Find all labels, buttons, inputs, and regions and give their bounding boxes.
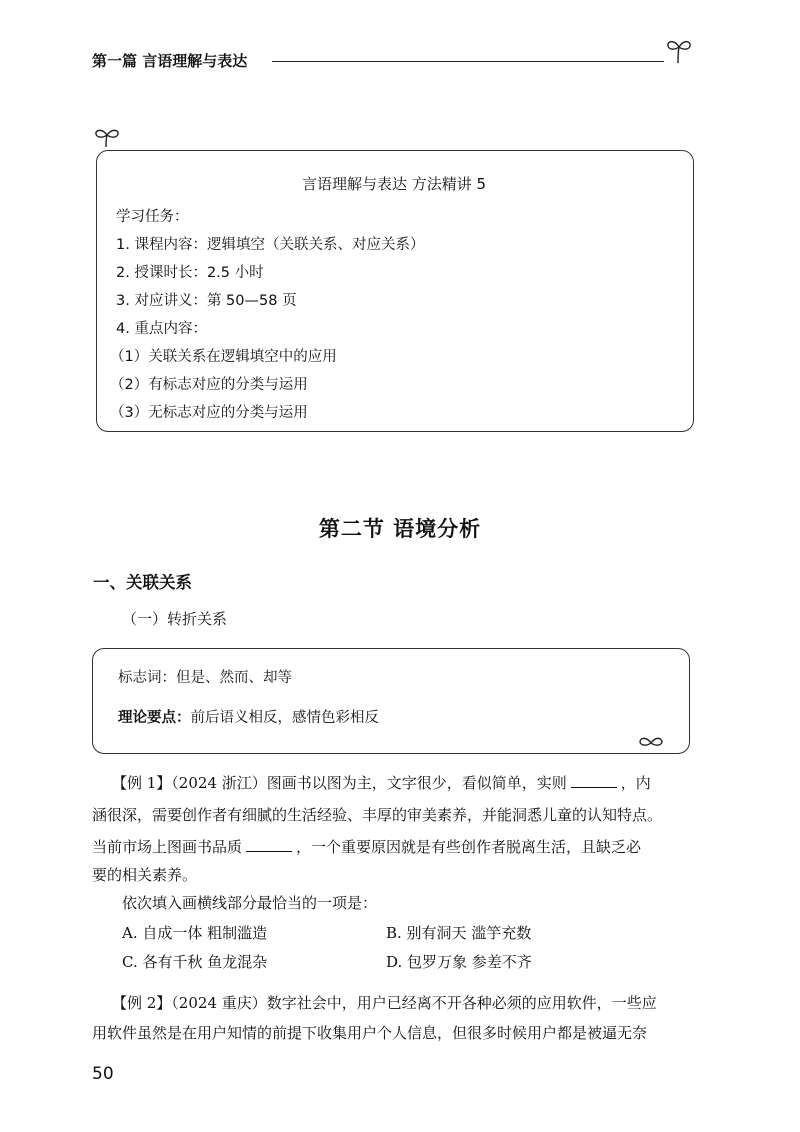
sprout-icon	[92, 124, 122, 148]
fill-blank[interactable]	[246, 837, 292, 852]
leaf-icon	[638, 734, 664, 750]
theory-point	[118, 706, 379, 727]
question-prompt: 依次填入画横线部分最恰当的一项是：	[122, 894, 378, 912]
theory-text: 前后语义相反，感情色彩相反	[190, 710, 379, 726]
example-1-line: 【例 1】（2024 浙江）图画书以图为主，文字很少，看似简单，实则 ，内	[112, 774, 651, 792]
option-d[interactable]: D. 包罗万象 参差不齐	[386, 953, 532, 971]
option-c[interactable]: C. 各有千秋 鱼龙混杂	[122, 953, 268, 971]
example-1-line: 要的相关素养。	[92, 866, 198, 884]
example-2-line: 用软件虽然是在用户知情的前提下收集用户个人信息，但很多时候用户都是被逼无奈	[92, 1024, 648, 1042]
theory-label: 理论要点：	[118, 710, 191, 726]
task-item: （2）有标志对应的分类与运用	[110, 377, 308, 393]
section-title: 第二节 语境分析	[318, 516, 482, 541]
heading-level-2: （一）转折关系	[122, 610, 228, 628]
fill-blank[interactable]	[571, 773, 617, 788]
task-item: （1）关联关系在逻辑填空中的应用	[110, 349, 337, 365]
keyword-box	[92, 648, 690, 754]
study-box-title: 言语理解与表达 方法精讲 5	[301, 175, 487, 193]
option-b[interactable]: B. 别有洞天 滥竽充数	[386, 924, 532, 942]
example-1-line: 当前市场上图画书品质 ，一个重要原因就是有些创作者脱离生活，且缺乏必	[92, 838, 642, 856]
heading-level-1: 一、关联关系	[93, 573, 192, 592]
task-heading: 学习任务：	[116, 209, 189, 225]
option-a[interactable]: A. 自成一体 粗制滥造	[122, 924, 268, 942]
task-item: （3）无标志对应的分类与运用	[110, 405, 308, 421]
task-item: 1. 课程内容：逻辑填空（关联关系、对应关系）	[116, 237, 425, 253]
page-number: 50	[92, 1064, 114, 1084]
task-item: 2. 授课时长：2.5 小时	[116, 265, 264, 281]
running-header-title: 第一篇 言语理解与表达	[92, 52, 248, 70]
example-1-line: 涵很深，需要创作者有细腻的生活经验、丰厚的审美素养，并能洞悉儿童的认知特点。	[92, 806, 663, 824]
sprout-icon	[664, 36, 694, 64]
marker-words: 标志词：但是、然而、却等	[118, 670, 292, 686]
header-rule	[272, 61, 664, 62]
example-2-line: 【例 2】（2024 重庆）数字社会中，用户已经离不开各种必须的应用软件，一些应	[112, 994, 657, 1012]
task-item: 4. 重点内容：	[116, 321, 207, 337]
task-item: 3. 对应讲义：第 50—58 页	[116, 293, 297, 309]
